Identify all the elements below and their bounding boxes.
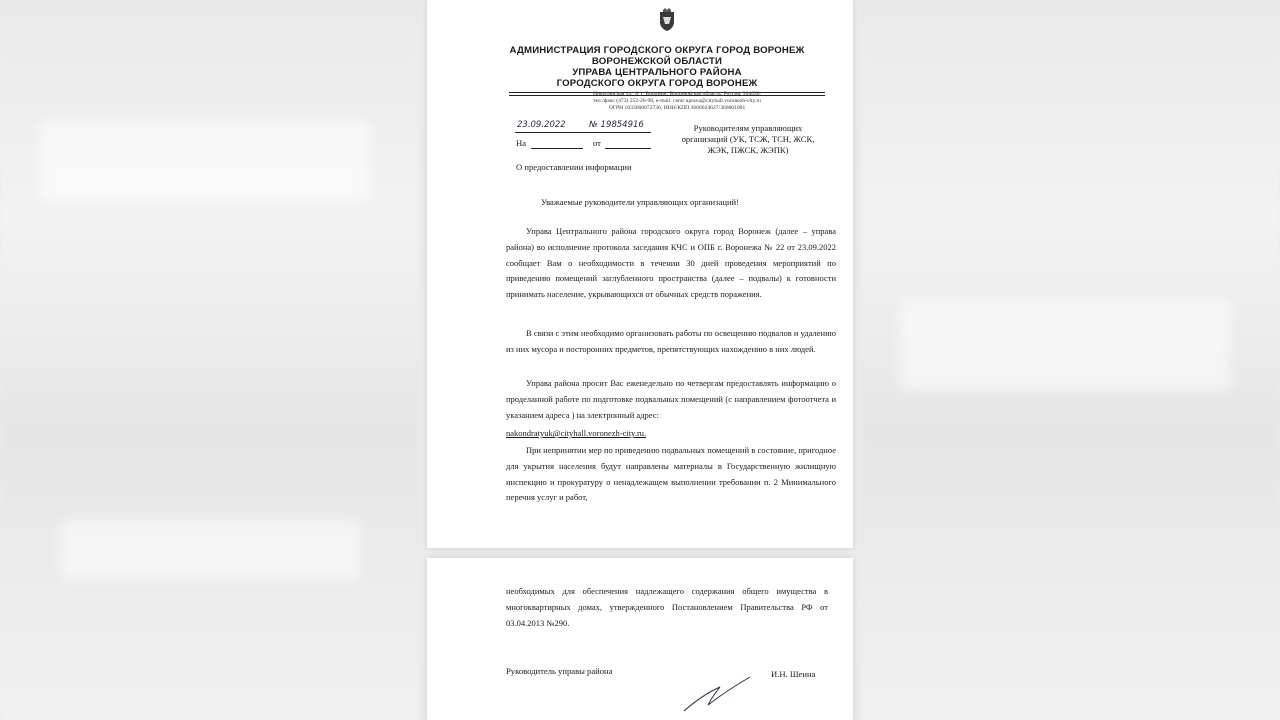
- paragraph-4: При непринятии мер по приведению подвальных помещений в состояние, пригодное для укрытия населения будут направлены материалы в Государственную жилищную инспекцию и прокуратуру о ненадлежащем выполнении требовании п. 2 Минимального перечня услуг и работ,: [506, 445, 836, 503]
- salutation: Уважаемые руководители управляющих организаций!: [540, 197, 740, 207]
- email-link-line: [506, 426, 828, 442]
- paragraph-3: Управа района просит Вас еженедельно по четвергам предоставлять информацию о проделанной работе по подготовке подвальных помещений (с направлением фотоотчета и указанием адреса ) на электронный адрес:: [506, 378, 836, 420]
- email-link[interactable]: nakondratyuk@cityhall.voronezh-city.ru.: [506, 428, 647, 438]
- blurred-background-left: [0, 0, 418, 720]
- registration-line: [515, 132, 651, 133]
- continuation-paragraph: необходимых для обеспечения надлежащего содержания общего имущества в многоквартирных домах, утвержденного Постановлением Правительства РФ от 03.04.2013 №290.: [506, 586, 828, 628]
- background-blur: [60, 520, 360, 580]
- signer-name: И.Н. Шеина: [771, 669, 816, 679]
- header-administration: АДМИНИСТРАЦИЯ ГОРОДСКОГО ОКРУГА ГОРОД ВОРОНЕЖ: [509, 45, 805, 56]
- letter-page-1: [427, 0, 853, 548]
- registration-date: 23.09.2022: [517, 120, 566, 130]
- header-district-council: УПРАВА ЦЕНТРАЛЬНОГО РАЙОНА: [572, 67, 742, 78]
- contact-phone-email: тел./факс (473) 252-26-98, e-mail: centr uprava@cityhall.voronezh-city.ru: [593, 98, 761, 104]
- from-line: [605, 148, 651, 149]
- addressee: Руководителям управляющих организаций (УК, ТСЖ, ТСН, ЖСК, ЖЭК, ПЖСК, ЖЭПК): [681, 123, 815, 155]
- background-blur: [900, 300, 1230, 390]
- letter-page-2: [427, 558, 853, 720]
- signature: [682, 673, 752, 713]
- on-label: На: [516, 138, 527, 148]
- contact-ogrn: ОГРН 1033600072736, ИНН/КПП 3666024627/366601001: [608, 105, 746, 111]
- registration-number: № 19854916: [589, 120, 644, 130]
- paragraph-1: Управа Центрального района городского округа город Воронеж (далее – управа района) во исполнение протокола заседания КЧС и ОПБ г. Воронежа № 22 от 23.09.2022 сообщает Вам о необходимости в течении 30 дней проведения мероприятий по приведению помещений заглубленного пространства (далее – подвалы) к готовности принимать население, укрывающихся от обычных средств поражения.: [506, 226, 836, 300]
- contact-address: Никитинская ул., 8, г. Воронеж, Воронежская область, Россия, 394036,: [593, 91, 761, 97]
- on-line: [531, 148, 583, 149]
- from-label: от: [593, 138, 601, 148]
- coat-of-arms-emblem: [657, 8, 677, 32]
- header-region: ВОРОНЕЖСКОЙ ОБЛАСТИ: [591, 56, 723, 67]
- subject-line: О предоставлении информации: [516, 162, 632, 172]
- signer-title: Руководитель управы района: [506, 666, 613, 676]
- background-blur: [40, 120, 370, 200]
- paragraph-2: В связи с этим необходимо организовать работы по освещению подвалов и удалению из них мусора и посторонних предметов, препятствующих нахождению в них людей.: [506, 328, 836, 354]
- header-city-district: ГОРОДСКОГО ОКРУГА ГОРОД ВОРОНЕЖ: [556, 78, 758, 89]
